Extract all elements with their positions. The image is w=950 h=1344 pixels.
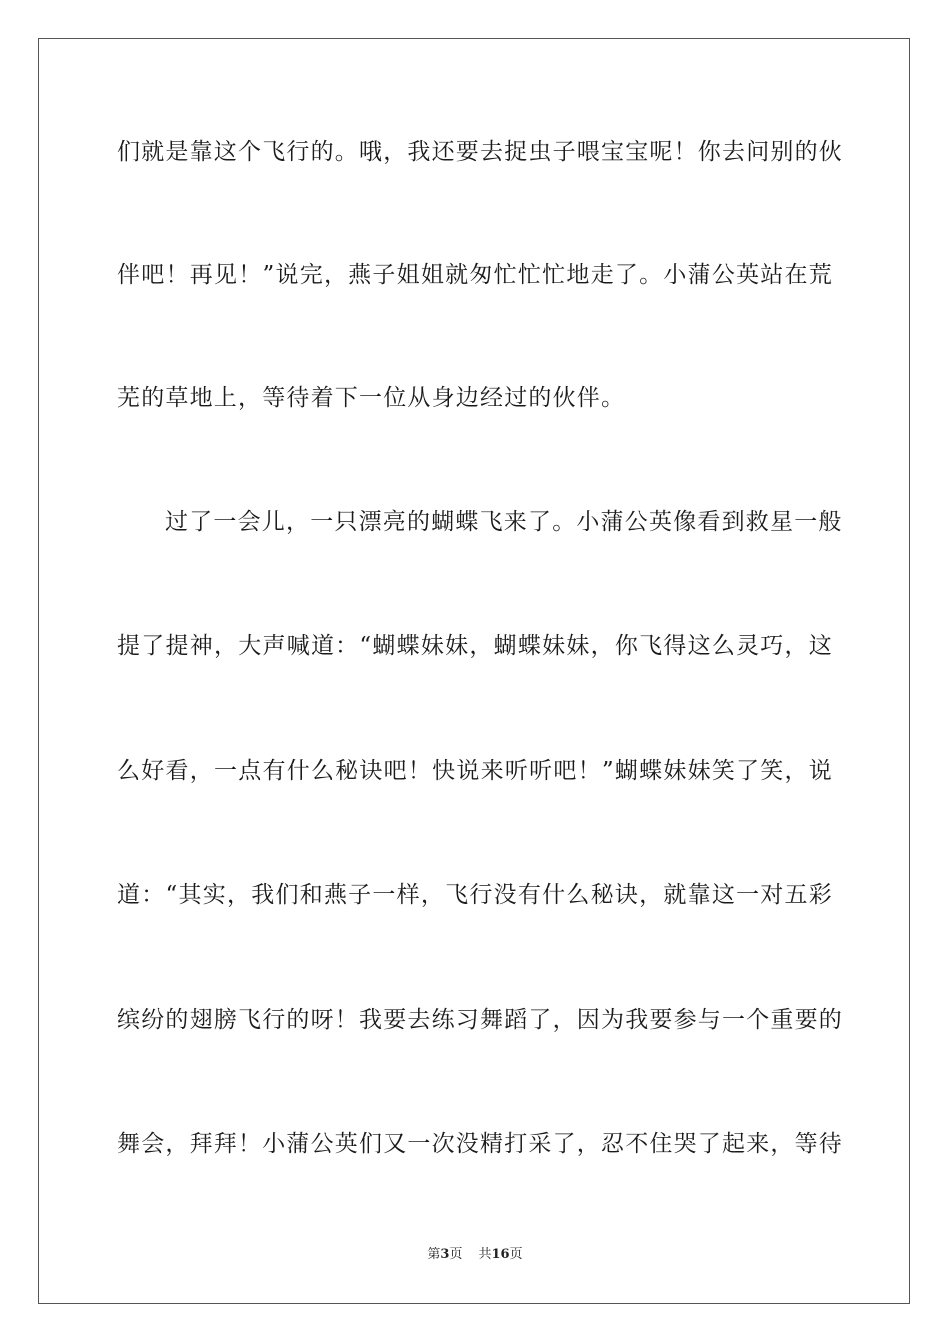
footer-page-suffix: 页 [449,1247,463,1262]
footer-total-suffix: 页 [509,1247,523,1262]
footer-page-number: 3 [440,1247,450,1262]
footer-total-pages: 16 [491,1247,510,1262]
paragraph-line-8: 缤纷的翅膀飞行的呀！我要去练习舞蹈了，因为我要参与一个重要的 [117,1007,843,1033]
page-footer [0,1246,950,1264]
paragraph-line-7: 道：“其实，我们和燕子一样，飞行没有什么秘诀，就靠这一对五彩 [117,882,833,908]
paragraph-line-6: 么好看，一点有什么秘诀吧！快说来听听吧！”蝴蝶妹妹笑了笑，说 [117,758,833,784]
paragraph-line-1: 们就是靠这个飞行的。哦，我还要去捉虫子喂宝宝呢！你去问别的伙 [117,139,843,165]
paragraph-line-4: 过了一会儿，一只漂亮的蝴蝶飞来了。小蒲公英像看到救星一般 [165,509,843,535]
paragraph-line-3: 芜的草地上，等待着下一位从身边经过的伙伴。 [117,385,626,411]
footer-total-prefix: 共 [478,1247,492,1262]
paragraph-line-5: 提了提神，大声喊道：“蝴蝶妹妹，蝴蝶妹妹，你飞得这么灵巧，这 [117,633,833,659]
page-border [38,38,910,1304]
footer-page-prefix: 第 [427,1247,441,1262]
paragraph-line-2: 伴吧！再见！”说完，燕子姐姐就匆忙忙忙地走了。小蒲公英站在荒 [117,262,833,288]
paragraph-line-9: 舞会，拜拜！小蒲公英们又一次没精打采了，忍不住哭了起来，等待 [117,1131,843,1157]
